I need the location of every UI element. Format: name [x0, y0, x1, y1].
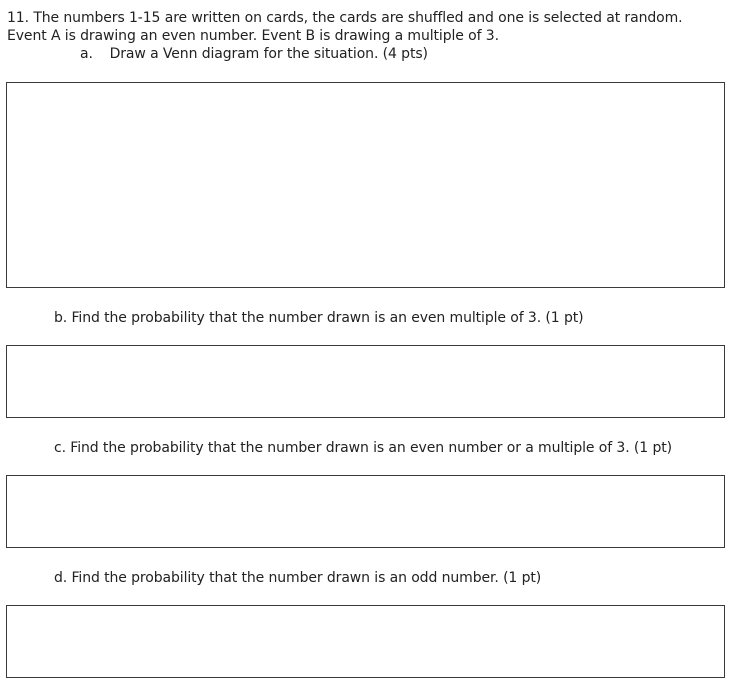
answer-box-c[interactable]	[6, 475, 725, 548]
part-c-label: c. Find the probability that the number drawn is an even number or a multiple of 3. (1 pt)	[54, 440, 672, 456]
answer-box-b[interactable]	[6, 345, 725, 418]
part-a-text: Draw a Venn diagram for the situation. (4 pts)	[109, 46, 428, 62]
answer-box-d[interactable]	[6, 605, 725, 678]
part-a-label	[80, 45, 428, 63]
part-a-marker: a.	[80, 46, 93, 62]
part-d-label: d. Find the probability that the number drawn is an odd number. (1 pt)	[54, 570, 542, 586]
question-line-1: 11. The numbers 1-15 are written on cards, the cards are shuffled and one is selected at random.	[7, 10, 683, 26]
part-b-label: b. Find the probability that the number drawn is an even multiple of 3. (1 pt)	[54, 310, 584, 326]
answer-box-a[interactable]	[6, 82, 725, 288]
question-line-2: Event A is drawing an even number. Event B is drawing a multiple of 3.	[7, 28, 499, 44]
